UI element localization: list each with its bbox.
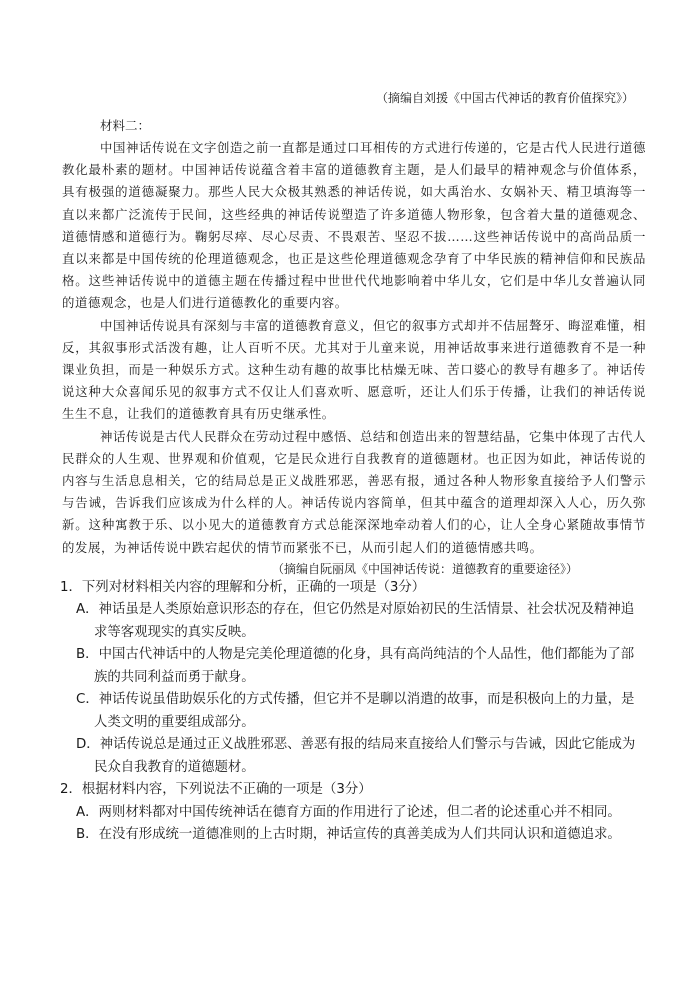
paragraph-2: 中国神话传说具有深刻与丰富的道德教育意义，但它的叙事方式却并不佶屈聱牙、晦涩难懂，相反，其叙事形式活泼有趣，让人百听不厌。尤其对于儿童来说，用神话故事来进行道德教育不是一种课业负担，而是一种娱乐方式。这种生动有趣的故事比枯燥无味、苦口婆心的教导有趣多了。神话传说这种大众喜闻乐见的叙事方式不仅让人们喜欢听、愿意听，还让人们乐于传播，让我们的神话传说生生不息，让我们的道德教育具有历史继承性。 (62, 317, 646, 422)
source-citation-2: （摘编自阮丽凤《中国神话传说：道德教育的重要途径》） (271, 561, 578, 576)
question-1 (62, 577, 646, 780)
paragraph-3: 神话传说是古代人民群众在劳动过程中感悟、总结和创造出来的智慧结晶，它集中体现了古代人民群众的人生观、世界观和价值观，它是民众进行自我教育的道德题材。也正因为如此，神话传说的内容与生活息息相关，它的结局总是正义战胜邪恶，善恶有报，通过各种人物形象直接给予人们警示与告诫，告诉我们应该成为什么样的人。神话传说内容简单，但其中蕴含的道理却深入人心，历久弥新。这种寓教于乐、以小见大的道德教育方式总能深深地牵动着人们的心，让人全身心紧随故事情节的发展，为神话传说中跌宕起伏的情节而紧张不已，从而引起人们的道德情感共鸣。 (62, 428, 646, 555)
question-1-option-b: B．中国古代神话中的人物是完美伦理道德的化身，具有高尚纯洁的个人品性，他们都能为了部族的共同利益而勇于献身。 (76, 647, 635, 685)
question-1-option-c: C．神话传说虽借助娱乐化的方式传播，但它并不是聊以消遣的故事，而是积极向上的力量，是人类文明的重要组成部分。 (76, 692, 635, 730)
question-2-stem: 2．根据材料内容，下列说法不正确的一项是（3分） (60, 782, 372, 798)
source-citation-1: （摘编自刘援《中国古代神话的教育价值探究》） (375, 91, 634, 105)
paragraph-1: 中国神话传说在文字创造之前一直都是通过口耳相传的方式进行传递的，它是古代人民进行道德教化最朴素的题材。中国神话传说蕴含着丰富的道德教育主题，是人们最早的精神观念与价值体系，具有极强的道德凝聚力。那些人民大众极其熟悉的神话传说，如大禹治水、女娲补天、精卫填海等一直以来都广泛流传于民间，这些经典的神话传说塑造了许多道德人物形象，包含着大量的道德观念、道德情感和道德行为。鞠躬尽瘁、尽心尽责、不畏艰苦、坚忍不拔……这些神话传说中的高尚品质一直以来都是中国传统的伦理道德观念，也正是这些伦理道德观念孕育了中华民族的精神信仰和民族品格。这些神话传说中的道德主题在传播过程中世世代代地影响着中华儿女，它们是中华儿女普遍认同的道德观念，也是人们进行道德教化的重要内容。 (62, 140, 646, 311)
question-2 (62, 779, 646, 847)
question-2-option-a: A．两则材料都对中国传统神话在德育方面的作用进行了论述，但二者的论述重心并不相同。 (76, 804, 621, 820)
question-1-stem: 1．下列对材料相关内容的理解和分析，正确的一项是（3分） (60, 579, 426, 595)
question-2-option-b: B．在没有形成统一道德准则的上古时期，神话宣传的真善美成为人们共同认识和道德追求。 (76, 827, 621, 843)
question-1-option-d: D．神话传说总是通过正义战胜邪恶、善恶有报的结局来直接给人们警示与告诫，因此它能成为民众自我教育的道德题材。 (76, 737, 636, 775)
question-1-option-a: A．神话虽是人类原始意识形态的存在，但它仍然是对原始初民的生活情景、社会状况及精神追求等客观现实的真实反映。 (76, 602, 635, 640)
material-2-title: 材料二： (100, 118, 151, 133)
